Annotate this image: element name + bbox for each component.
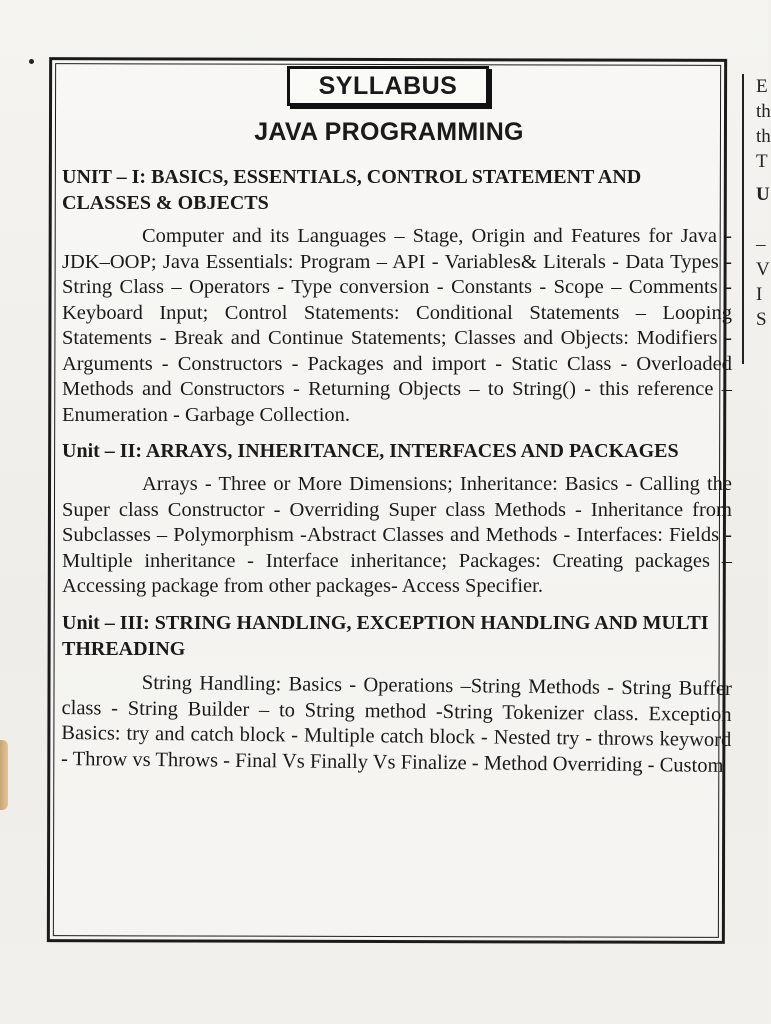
unit-3 xyxy=(60,610,732,776)
unit-body: Computer and its Languages – Stage, Origin and Features for Java - JDK–OOP; Java Essentials: Program – API - Variables& Literals - Data Types - String Class – Operators - Type conversion - Constants - Scope – Comments - Keyboard Input; Control Statements: Conditional Statements – Looping Statements - Break and Continue Statements; Classes and Objects: Modifiers - Arguments - Constructors - Packages and import - Static Class - Overloaded Methods and Constructors - Returning Objects – to String() - this reference –Enumeration - Garbage Collection. xyxy=(62,225,732,426)
fragment-line xyxy=(756,207,768,232)
fragment-line: th xyxy=(756,101,771,122)
unit-heading: Unit – III: STRING HANDLING, EXCEPTION HANDLING AND MULTI THREADING xyxy=(62,611,709,660)
fragment-line: V xyxy=(756,259,770,280)
fragment-line: U xyxy=(756,184,770,205)
syllabus-label: SYLLABUS xyxy=(318,71,458,100)
fragment-line: E xyxy=(756,76,768,97)
ink-dot xyxy=(29,59,34,64)
course-title: JAVA PROGRAMMING xyxy=(254,118,524,146)
unit-heading: Unit – II: ARRAYS, INHERITANCE, INTERFACES AND PACKAGES xyxy=(62,440,679,462)
unit-2 xyxy=(62,438,732,600)
unit-heading: UNIT – I: BASICS, ESSENTIALS, CONTROL STATEMENT AND CLASSES & OBJECTS xyxy=(62,166,642,214)
fragment-line: – xyxy=(756,234,766,255)
unit-body: Arrays - Three or More Dimensions; Inheritance: Basics - Calling the Super class Constructor - Overriding Super class Methods - Inheritance from Subclasses – Polymorphism -Abstract Classes and Methods - Interfaces: Fields - Multiple inheritance - Interface inheritance; Packages: Creating packages – Accessing package from other packages- Access Specifier. xyxy=(62,473,732,597)
finger-edge xyxy=(0,740,8,810)
fragment-line: T xyxy=(756,151,768,172)
syllabus-label-box xyxy=(287,66,489,106)
unit-body: String Handling: Basics - Operations –String Methods - String Buffer class - String Builder – to String method -String Tokenizer class. Exception Basics: try and catch block - Multiple catch block - Nested try - throws keyword - Throw vs Throws - Final Vs Finally Vs Finalize - Method Overriding - Custom xyxy=(60,671,732,776)
fragment-line: I xyxy=(756,284,763,305)
unit-1 xyxy=(62,164,732,428)
fragment-line: S xyxy=(756,309,767,330)
fragment-line: th xyxy=(756,126,771,147)
syllabus-content xyxy=(62,164,732,782)
